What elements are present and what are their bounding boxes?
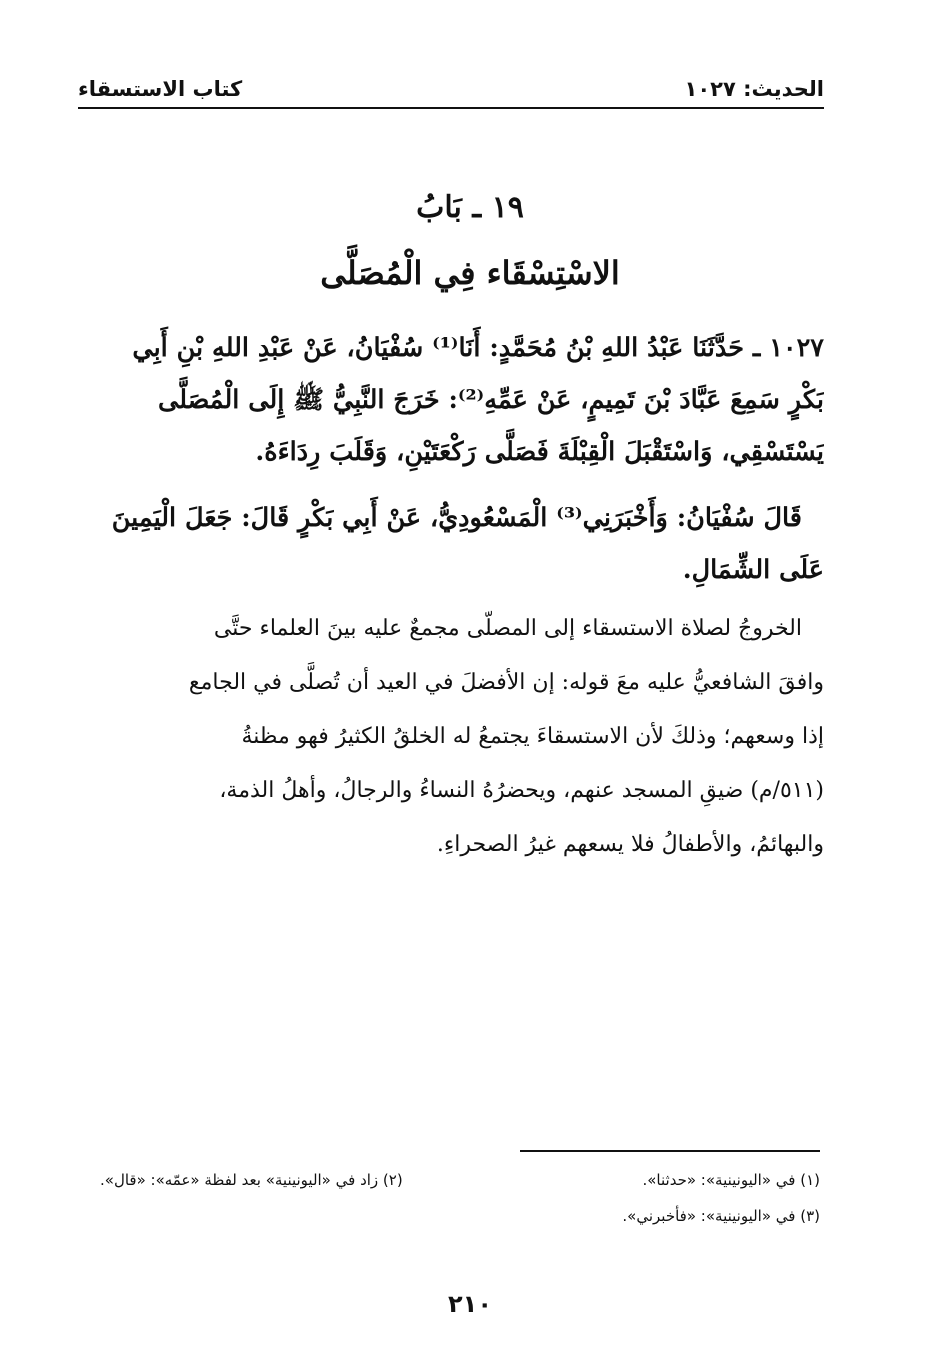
hadith-line: بَكْرٍ سَمِعَ عَبَّادَ بْنَ تَمِيمٍ، عَنْ عَمِّهِ⁽²⁾: خَرَجَ النَّبِيُّ ﷺ إِلَى الْمُصَلَّى: [157, 385, 824, 415]
book-title: كتاب الاستسقاء: [78, 77, 243, 101]
commentary-line: وافقَ الشافعيُّ عليه معَ قوله: إن الأفضلَ في العيد أن تُصلَّى في الجامع: [188, 670, 824, 695]
hadith-line: يَسْتَسْقِي، وَاسْتَقْبَلَ الْقِبْلَةَ فَصَلَّى رَكْعَتَيْنِ، وَقَلَبَ رِدَاءَهُ.: [255, 437, 824, 467]
hadith-addendum-line: عَلَى الشِّمَالِ.: [682, 555, 824, 585]
footnote-1: (١) في «اليونينية»: «حدثنا».: [642, 1171, 820, 1189]
chapter-number: ١٩ ـ بَابُ: [416, 190, 524, 225]
commentary-line: (٥١١/م) ضيقِ المسجد عنهم، ويحضرُهُ النساءُ والرجالُ، وأهلُ الذمة،: [219, 778, 824, 803]
running-header: [78, 72, 824, 106]
commentary-text: [84, 602, 824, 872]
hadith-line: ١٠٢٧ ـ حَدَّثَنَا عَبْدُ اللهِ بْنُ مُحَمَّدٍ: أَنَا⁽¹⁾ سُفْيَانُ، عَنْ عَبْدِ اللهِ بْنِ أَبِي: [132, 333, 824, 363]
commentary-line: الخروجُ لصلاة الاستسقاء إلى المصلّى مجمعٌ عليه بينَ العلماء حتَّى: [213, 616, 802, 641]
footnote-rule: [520, 1150, 820, 1152]
footnote-2: (٢) زاد في «اليونينية» بعد لفظة «عمّه»: «قال».: [100, 1171, 403, 1189]
hadith-text: [84, 322, 824, 596]
page-number: ٢١٠: [448, 1290, 492, 1318]
commentary-line: إذا وسعهم؛ وذلكَ لأن الاستسقاءَ يجتمعُ له الخلقُ الكثيرُ فهو مظنةُ: [241, 724, 824, 749]
hadith-addendum-line: قَالَ سُفْيَانُ: وَأَخْبَرَنِي⁽³⁾ الْمَسْعُودِيُّ، عَنْ أَبِي بَكْرٍ قَالَ: جَعَلَ الْيَمِينَ: [111, 503, 802, 533]
chapter-title: الاسْتِسْقَاء فِي الْمُصَلَّى: [320, 254, 620, 292]
header-rule: [78, 107, 824, 109]
hadith-reference: الحديث: ١٠٢٧: [684, 77, 824, 101]
footnotes: [100, 1162, 820, 1234]
footnote-3: (٣) في «اليونينية»: «فأخبرني».: [622, 1207, 820, 1225]
commentary-line: والبهائمُ، والأطفالُ فلا يسعهم غيرُ الصحراءِ.: [436, 832, 824, 857]
